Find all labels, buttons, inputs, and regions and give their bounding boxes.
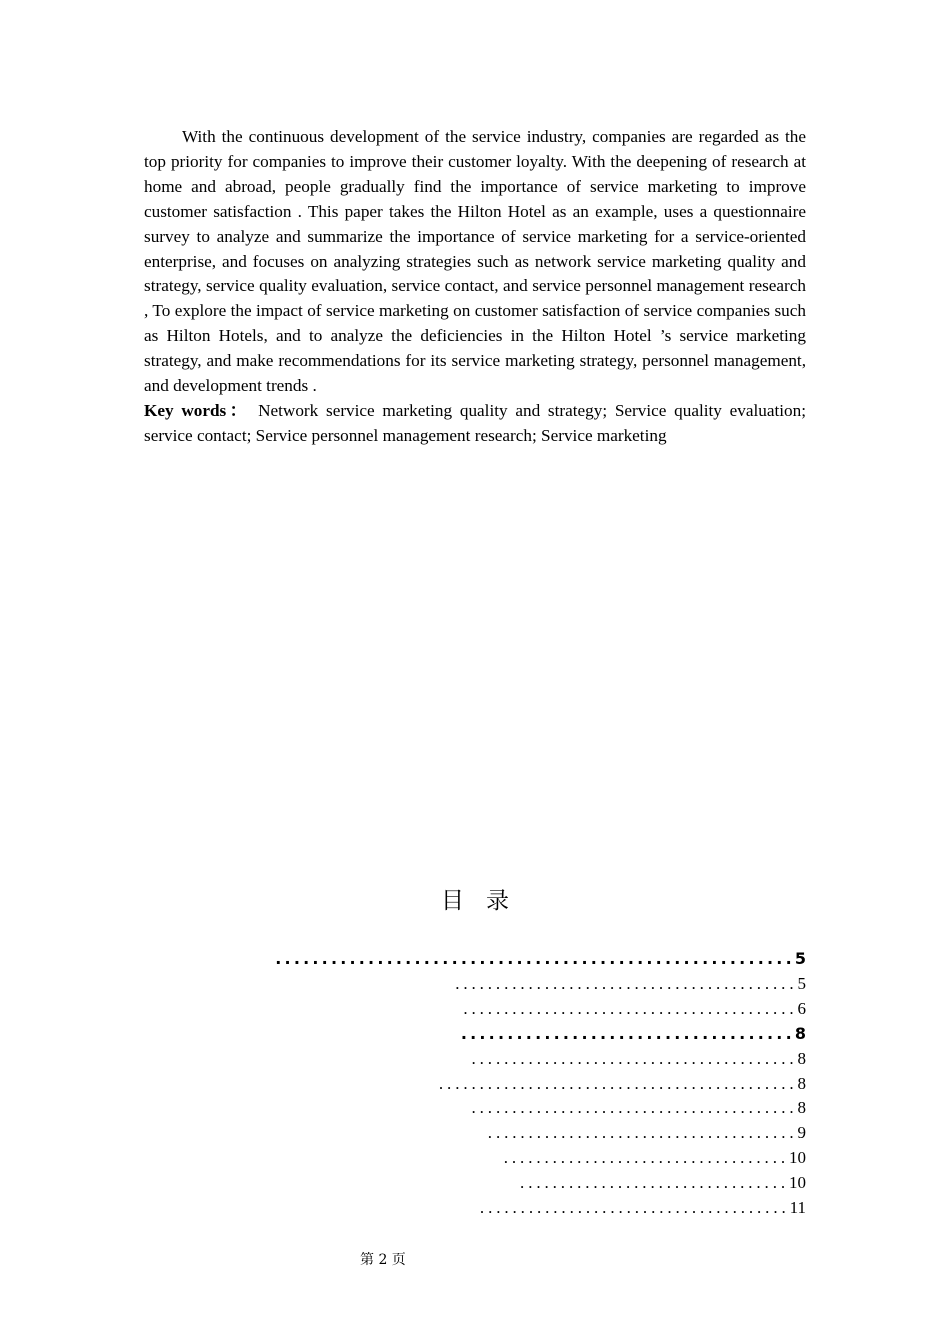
- toc-entry[interactable]: [504, 1148, 806, 1172]
- toc-entry[interactable]: [461, 1024, 806, 1048]
- toc-leader-dots: ....................................: [460, 1023, 795, 1043]
- toc-leader-dots: ........................................................: [275, 949, 795, 968]
- toc-page-number: 9: [797, 1123, 806, 1143]
- keywords-text: Network service marketing quality and strategy; Service quality evaluation; service contact; Service personnel management research; Service marketing: [144, 400, 807, 445]
- toc-leader-dots: ........................................: [471, 1048, 798, 1068]
- toc-page-number: 8: [797, 1073, 806, 1093]
- toc-page-number: 8: [794, 1023, 806, 1043]
- toc-title: 目录: [441, 888, 531, 914]
- toc-leader-dots: ...................................: [503, 1148, 789, 1168]
- keywords-label: Key words：: [144, 400, 251, 420]
- toc-page-number: 10: [789, 1173, 806, 1193]
- toc-entry[interactable]: [472, 1049, 807, 1073]
- toc-leader-dots: ........................................: [471, 1098, 798, 1118]
- toc-leader-dots: .................................: [520, 1173, 789, 1193]
- toc-page-number: 5: [797, 973, 806, 993]
- toc-leader-dots: ..........................................: [455, 973, 798, 993]
- toc-leader-dots: ......................................: [487, 1123, 798, 1143]
- toc-entry[interactable]: [275, 949, 806, 973]
- toc-entry[interactable]: [455, 974, 806, 998]
- toc-entry[interactable]: [520, 1173, 806, 1197]
- keywords: [144, 399, 806, 449]
- toc-page-number: 8: [797, 1048, 806, 1068]
- page-number-footer: 第 2 页: [360, 1252, 406, 1268]
- abstract-section: [144, 125, 806, 449]
- toc-page-number: 5: [794, 949, 806, 968]
- toc-entry[interactable]: [480, 1198, 806, 1222]
- toc-entry[interactable]: [439, 1074, 806, 1098]
- toc-leader-dots: .........................................: [463, 998, 798, 1018]
- toc-page-number: 6: [797, 998, 806, 1018]
- toc-page-number: 11: [789, 1198, 806, 1217]
- toc-leader-dots: ......................................: [479, 1198, 790, 1217]
- toc-page-number: 10: [789, 1148, 806, 1168]
- toc-entry[interactable]: [463, 999, 806, 1023]
- abstract-body: With the continuous development of the service industry, companies are regarded as the top priority for companies to improve their customer loyalty. With the deepening of research at home and abroad, people gradually find the importance of service marketing to improve customer satisfaction . This paper takes the Hilton Hotel as an example, uses a questionnaire survey to analyze and summarize the importance of service marketing for a service-oriented enterprise, and focuses on analyzing strategies such as network service marketing quality and strategy, service quality evaluation, service contact, and service personnel management research , To explore the impact of service marketing on customer satisfaction of service companies such as Hilton Hotels, and to analyze the deficiencies in the Hilton Hotel ’s service marketing strategy, and make recommendations for its service marketing strategy, personnel management, and development trends .: [144, 127, 806, 396]
- toc-entry[interactable]: [488, 1123, 806, 1147]
- toc-leader-dots: ............................................: [438, 1073, 798, 1093]
- toc-page-number: 8: [797, 1098, 806, 1118]
- toc-entry[interactable]: [472, 1098, 807, 1122]
